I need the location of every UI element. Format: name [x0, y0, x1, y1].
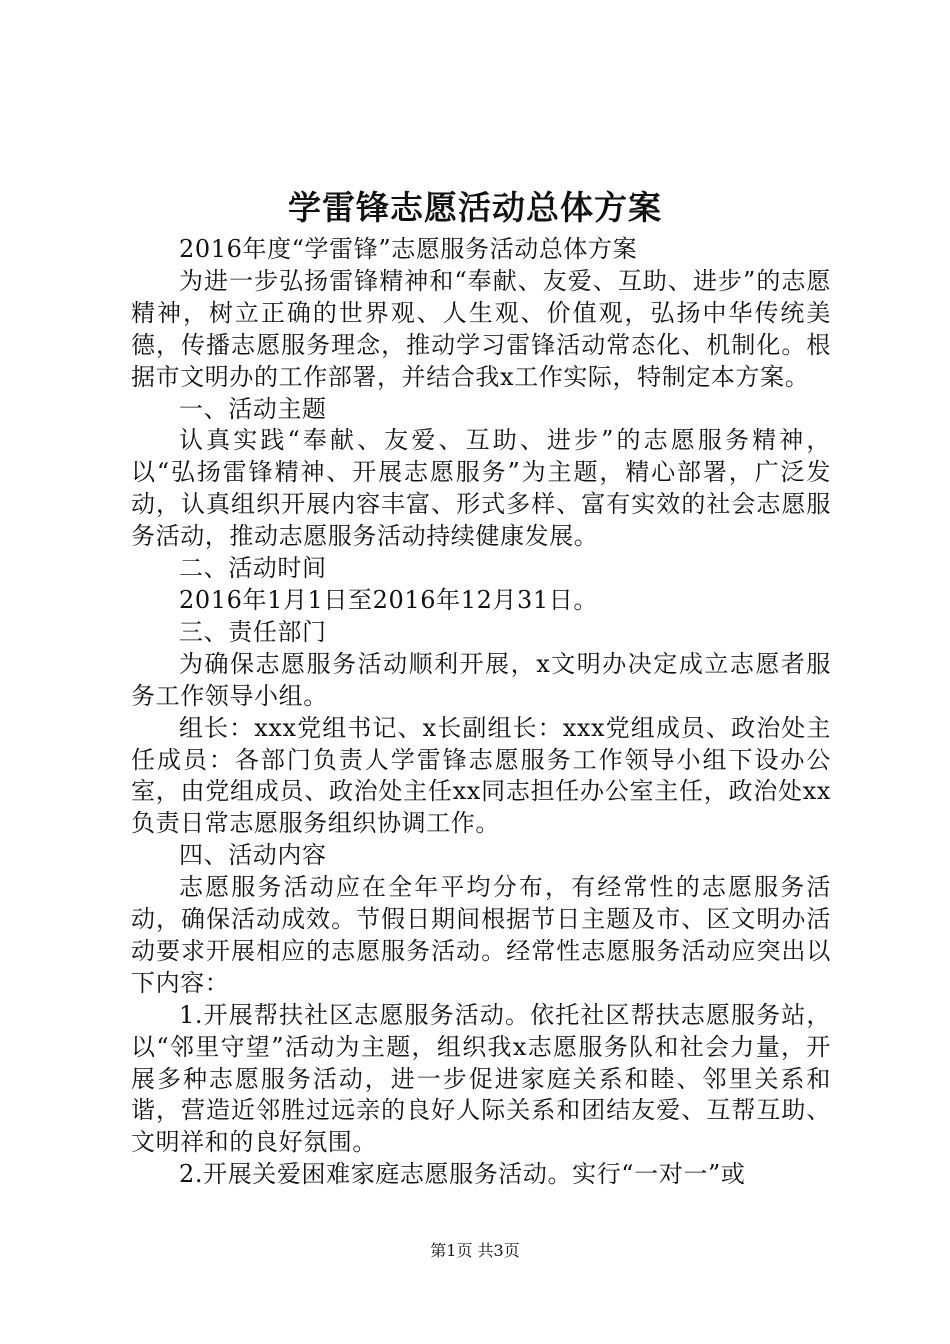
heading-activity-content: 四、活动内容	[179, 841, 327, 870]
heading-activity-time: 二、活动时间	[179, 554, 327, 583]
paragraph-subtitle: 2016年度“学雷锋”志愿服务活动总体方案	[179, 235, 638, 263]
paragraph-intro: 为进一步弘扬雷锋精神和“奉献、友爱、互助、进步”的志愿精神，树立正确的世界观、人生观、价值观，弘扬中华传统美德，传播志愿服务理念，推动学习雷锋活动常态化、机制化。根据市文明办的工作部署，并结合我x工作实际，特制定本方案。	[131, 266, 831, 391]
paragraph-leadership: 组长：xxx党组书记、x长副组长：xxx党组成员、政治处主任成员：各部门负责人学雷锋志愿服务工作领导小组下设办公室，由党组成员、政治处主任xx同志担任办公室主任，政治处xx负责日常志愿服务组织协调工作。	[131, 713, 831, 838]
page-footer: 第1页 共3页	[430, 1241, 520, 1260]
paragraph-activity-time: 2016年1月1日至2016年12月31日。	[179, 585, 598, 614]
paragraph-item-2: 2.开展关爱困难家庭志愿服务活动。实行“一对一”或	[179, 1160, 746, 1189]
heading-activity-theme: 一、活动主题	[179, 394, 327, 423]
paragraph-item-1: 1.开展帮扶社区志愿服务活动。依托社区帮扶志愿服务站，以“邻里守望”活动为主题，组织我x志愿服务队和社会力量，开展多种志愿服务活动，进一步促进家庭关系和睦、邻里关系和谐，营造近邻胜过远亲的良好人际关系和团结友爱、互帮互助、文明祥和的良好氛围。	[131, 1000, 831, 1157]
paragraph-activity-content: 志愿服务活动应在全年平均分布，有经常性的志愿服务活动，确保活动成效。节假日期间根据节日主题及市、区文明办活动要求开展相应的志愿服务活动。经常性志愿服务活动应突出以下内容：	[131, 873, 831, 997]
heading-responsible-dept: 三、责任部门	[179, 617, 327, 646]
paragraph-responsible-dept: 为确保志愿服务活动顺利开展，x文明办决定成立志愿者服务工作领导小组。	[131, 649, 831, 710]
document-title: 学雷锋志愿活动总体方案	[288, 188, 662, 227]
document-body	[131, 234, 831, 1191]
paragraph-activity-theme: 认真实践“奉献、友爱、互助、进步”的志愿服务精神，以“弘扬雷锋精神、开展志愿服务”为主题，精心部署，广泛发动，认真组织开展内容丰富、形式多样、富有实效的社会志愿服务活动，推动志愿服务活动持续健康发展。	[131, 426, 831, 551]
